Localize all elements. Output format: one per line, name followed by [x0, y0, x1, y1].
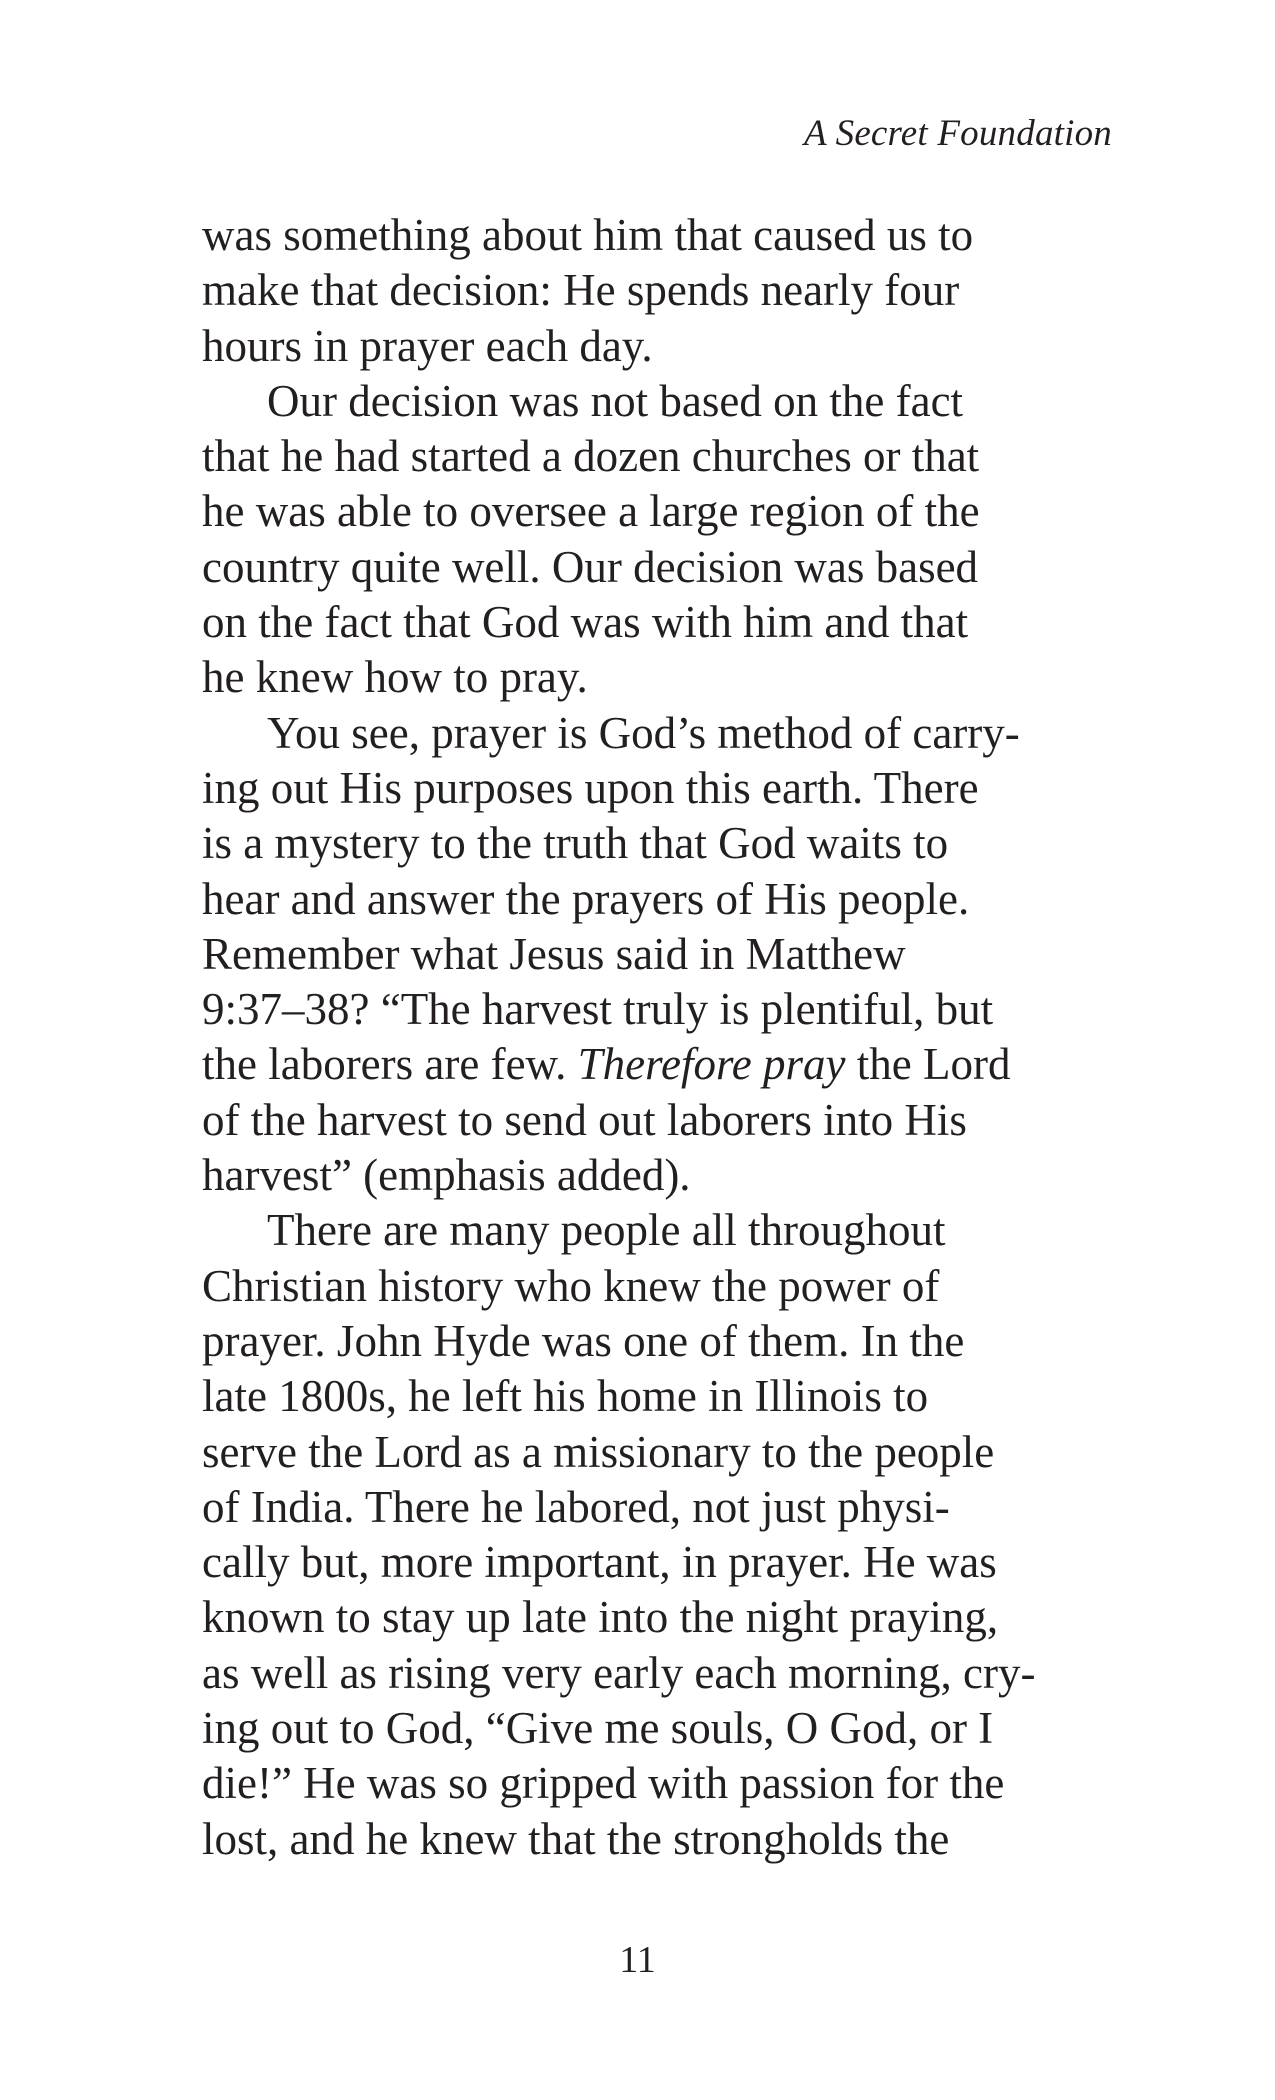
- text-line: hear and answer the prayers of His people.: [202, 873, 970, 924]
- text-line: ing out to God, “Give me souls, O God, or I: [202, 1703, 994, 1754]
- text-segment: the laborers are few.: [202, 1039, 578, 1090]
- text-line: cally but, more important, in prayer. He was: [202, 1537, 997, 1588]
- text-line: prayer. John Hyde was one of them. In the: [202, 1315, 965, 1366]
- text-line: country quite well. Our decision was based: [202, 541, 979, 592]
- text-line: he knew how to pray.: [202, 652, 588, 703]
- text-line: 9:37–38? “The harvest truly is plentiful, but: [202, 984, 994, 1035]
- text-line: serve the Lord as a missionary to the people: [202, 1426, 995, 1477]
- body-text: [202, 208, 1102, 1867]
- text-line: of India. There he labored, not just physi-: [202, 1481, 950, 1532]
- text-line: of the harvest to send out laborers into His: [202, 1094, 967, 1145]
- running-head: A Secret Foundation: [804, 113, 1112, 154]
- text-line: is a mystery to the truth that God waits to: [202, 818, 949, 869]
- text-line: late 1800s, he left his home in Illinois to: [202, 1371, 929, 1422]
- paragraph-start-line: Our decision was not based on the fact: [267, 375, 964, 426]
- emphasis-text: Therefore pray: [577, 1039, 846, 1090]
- text-line: known to stay up late into the night praying,: [202, 1592, 999, 1643]
- text-line: hours in prayer each day.: [202, 320, 653, 371]
- text-line: was something about him that caused us to: [202, 210, 974, 260]
- text-line: Remember what Jesus said in Matthew: [202, 928, 906, 979]
- text-segment: the Lord: [845, 1039, 1011, 1090]
- text-line: ing out His purposes upon this earth. There: [202, 762, 979, 813]
- text-line: he was able to oversee a large region of the: [202, 486, 980, 537]
- text-line: die!” He was so gripped with passion for the: [202, 1758, 1005, 1809]
- page-number: 11: [619, 1939, 656, 1981]
- text-line-with-emphasis: [202, 1037, 1102, 1092]
- text-line: that he had started a dozen churches or that: [202, 431, 980, 482]
- text-line: lost, and he knew that the strongholds the: [202, 1813, 950, 1864]
- paragraph-start-line: There are many people all throughout: [267, 1205, 946, 1256]
- text-line: as well as rising very early each morning, cry-: [202, 1647, 1036, 1698]
- text-line: harvest” (emphasis added).: [202, 1150, 691, 1201]
- text-line: make that decision: He spends nearly four: [202, 265, 960, 316]
- paragraph-start-line: You see, prayer is God’s method of carry-: [267, 707, 1020, 758]
- text-line: on the fact that God was with him and that: [202, 597, 969, 648]
- text-line: Christian history who knew the power of: [202, 1260, 940, 1311]
